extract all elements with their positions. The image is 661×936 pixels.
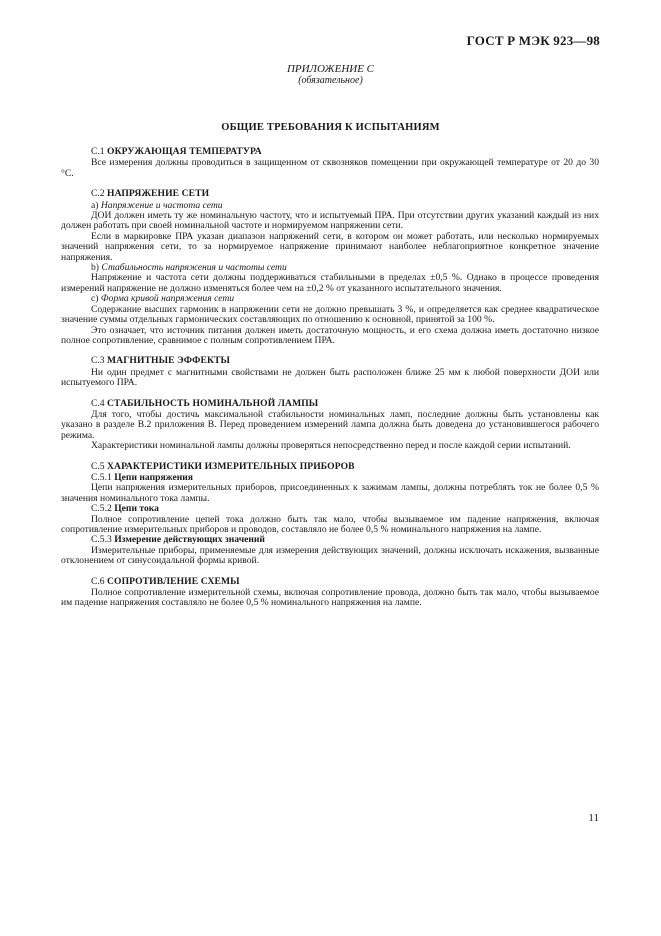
section-heading-c3	[91, 356, 599, 366]
section-heading-c5	[91, 462, 599, 472]
subsection-name: Цепи тока	[114, 503, 159, 515]
section-name: МАГНИТНЫЕ ЭФФЕКТЫ	[107, 355, 231, 367]
section-heading-c2	[91, 189, 599, 199]
paragraph: ДОИ должен иметь ту же номинальную частоту, что и испытуемый ПРА. При отсутствии других указаний каждый из них должен работать при своей номинальной частоте и нормируемом напряжении сети.	[61, 210, 599, 232]
subsection-number: С.5.1	[91, 471, 112, 483]
paragraph: Напряжение и частота сети должны поддерживаться стабильными в пределах ±0,5 %. Однако в процессе проведения измерений напряжение не должно изменяться более чем на ±0,2 % от указанного испытательного значения.	[61, 272, 599, 294]
section-name: СОПРОТИВЛЕНИЕ СХЕМЫ	[107, 575, 240, 587]
standard-code: ГОСТ Р МЭК 923—98	[466, 33, 600, 48]
paragraph: Все измерения должны проводиться в защищенном от сквозняков помещении при окружающей температуре от 20 до 30 °С.	[61, 157, 599, 179]
subsection-number: С.5.3	[91, 534, 112, 546]
paragraph: Это означает, что источник питания должен иметь достаточную мощность, и его схема должна иметь достаточно низкое полное сопротивление, сравнимое с полным сопротивлением ПРА.	[61, 324, 599, 346]
paragraph: Ни один предмет с магнитными свойствами не должен быть расположен ближе 25 мм к любой поверхности ДОИ или испытуемого ПРА.	[61, 366, 599, 389]
paragraph: Полное сопротивление цепей тока должно быть так мало, чтобы вызываемое им падение напряжения, включая сопротивление измерительных приборов и проводов, составляло не более 0,5 % номинального напряжения на лампе.	[61, 513, 599, 535]
paragraph: Если в маркировке ПРА указан диапазон напряжений сети, в котором он может работать, или несколько нормируемых значений напряжения сети, то за нормируемое напряжение принимают наиболее неблагоприятное конкретное значение напряжения.	[61, 230, 599, 263]
page-number: 11	[588, 812, 599, 824]
section-name: СТАБИЛЬНОСТЬ НОМИНАЛЬНОЙ ЛАМПЫ	[107, 397, 319, 409]
item-marker: с)	[91, 293, 99, 305]
paragraph: Характеристики номинальной лампы должны проверяться непосредственно перед и после каждой серии испытаний.	[91, 440, 571, 452]
subsection-name: Цепи напряжения	[114, 471, 193, 483]
section-name: ХАРАКТЕРИСТИКИ ИЗМЕРИТЕЛЬНЫХ ПРИБОРОВ	[107, 460, 355, 472]
annex-heading	[0, 64, 661, 86]
document-body	[61, 147, 599, 609]
section-number: С.1	[91, 146, 105, 157]
section-number: С.2	[91, 188, 105, 200]
item-title: Стабильность напряжения и частоты сети	[101, 262, 287, 274]
paragraph: Цепи напряжения измерительных приборов, присоединенных к зажимам лампы, должны потреблять ток не более 0,5 % значения номинального тока лампы.	[61, 482, 599, 504]
annex-subtitle: (обязательное)	[298, 75, 363, 86]
annex-title: ПРИЛОЖЕНИЕ С	[286, 63, 375, 75]
section-heading-c6	[91, 577, 599, 587]
section-name: НАПРЯЖЕНИЕ СЕТИ	[107, 188, 210, 200]
item-marker: b)	[91, 262, 99, 274]
section-number: С.5	[91, 460, 105, 472]
paragraph: Полное сопротивление измерительной схемы, включая сопротивление провода, должно быть так мало, чтобы вызываемое им падение напряжения составляло не более 0,5 % номинального напряжения на лампе.	[61, 587, 599, 609]
paragraph: Содержание высших гармоник в напряжении сети не должно превышать 3 %, и определяется как среднее квадратическое значение суммы отдельных гармонических составляющих по отношению к основной, принятой за 100 %.	[61, 303, 599, 326]
item-title: Форма кривой напряжения сети	[100, 293, 235, 305]
paragraph: Измерительные приборы, применяемые для измерения действующих значений, должны исключать искажения, вызванные отклонением от синусоидальной формы кривой.	[61, 544, 599, 567]
item-title: Напряжение и частота сети	[100, 199, 223, 211]
section-number: С.4	[91, 397, 105, 409]
section-name: ОКРУЖАЮЩАЯ ТЕМПЕРАТУРА	[107, 146, 262, 157]
paragraph: Для того, чтобы достичь максимальной стабильности номинальных ламп, последние должны быть установлены как указано в разделе В.2 приложения В. Перед проведением измерений лампа должна быть доведена до установившегося рабочего режима.	[61, 408, 599, 441]
section-heading-c1	[91, 147, 599, 157]
subsection-name: Измерение действующих значений	[114, 534, 265, 546]
section-number: С.3	[91, 355, 105, 367]
item-marker: а)	[91, 199, 99, 211]
section-heading-c4	[91, 399, 599, 409]
page-title: ОБЩИЕ ТРЕБОВАНИЯ К ИСПЫТАНИЯМ	[221, 122, 440, 133]
section-number: С.6	[91, 575, 105, 587]
subsection-number: С.5.2	[91, 503, 112, 515]
